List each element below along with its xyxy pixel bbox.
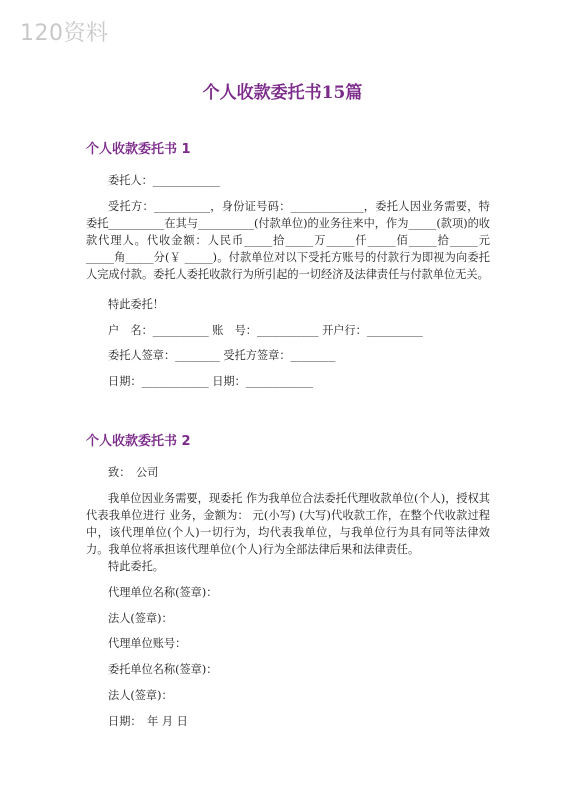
- watermark: 120资料: [20, 21, 109, 46]
- signature-line: 委托人签章：________ 受托方签章：________: [108, 349, 336, 362]
- legal-rep-line-1: 法人(签章)：: [108, 612, 173, 625]
- document-title: 个人收款委托书15篇: [202, 83, 363, 103]
- date-line: 日期：____________ 日期：____________: [108, 375, 313, 388]
- principal-name-line: 委托单位名称(签章)：: [108, 663, 218, 676]
- section-1-body: 受托方：__________，身份证号码：_____________，委托人因业务需要，特委托__________在其与__________(付款单位)的业务往来中，作为_____(款项)的收款代理人。代收金额：人民币_____拾_____万_____仟_____佰_____拾_____元_____角_____分(￥ _____)。付款单位对以下受托方账号的付款行为即视为向委托人完成付款。委托人委托收款行为所引起的一切经济及法律责任与付款单位无关。: [86, 200, 490, 281]
- section-2-body: 我单位因业务需要，现委托 作为我单位合法委托代理收款单位(个人)，授权其代表我单位进行 业务，金额为： 元(小写) (大写)代收款工作，在整个代收款过程中，该代理单位(个人)一切行为，均代表我单位，与我单位行为具有同等法律效力。我单位将承担该代理单位(个人)行为全部法律后果和法律责任。: [86, 492, 490, 556]
- agent-account-line: 代理单位账号：: [108, 637, 187, 650]
- account-line: 户 名：__________ 账 号：___________ 开户行：__________: [108, 324, 423, 337]
- section-2-special: 特此委托。: [108, 560, 164, 573]
- section-1-heading: 个人收款委托书 1: [86, 142, 191, 157]
- section-2-heading: 个人收款委托书 2: [86, 434, 191, 449]
- principal-line: 委托人：____________: [108, 174, 220, 187]
- agent-name-line: 代理单位名称(签章)：: [108, 586, 218, 599]
- legal-rep-line-2: 法人(签章)：: [108, 689, 173, 702]
- section-2-date-line: 日期： 年 月 日: [108, 715, 188, 728]
- section-1-special: 特此委托！: [108, 298, 164, 311]
- addressee-line: 致： 公司: [108, 466, 159, 479]
